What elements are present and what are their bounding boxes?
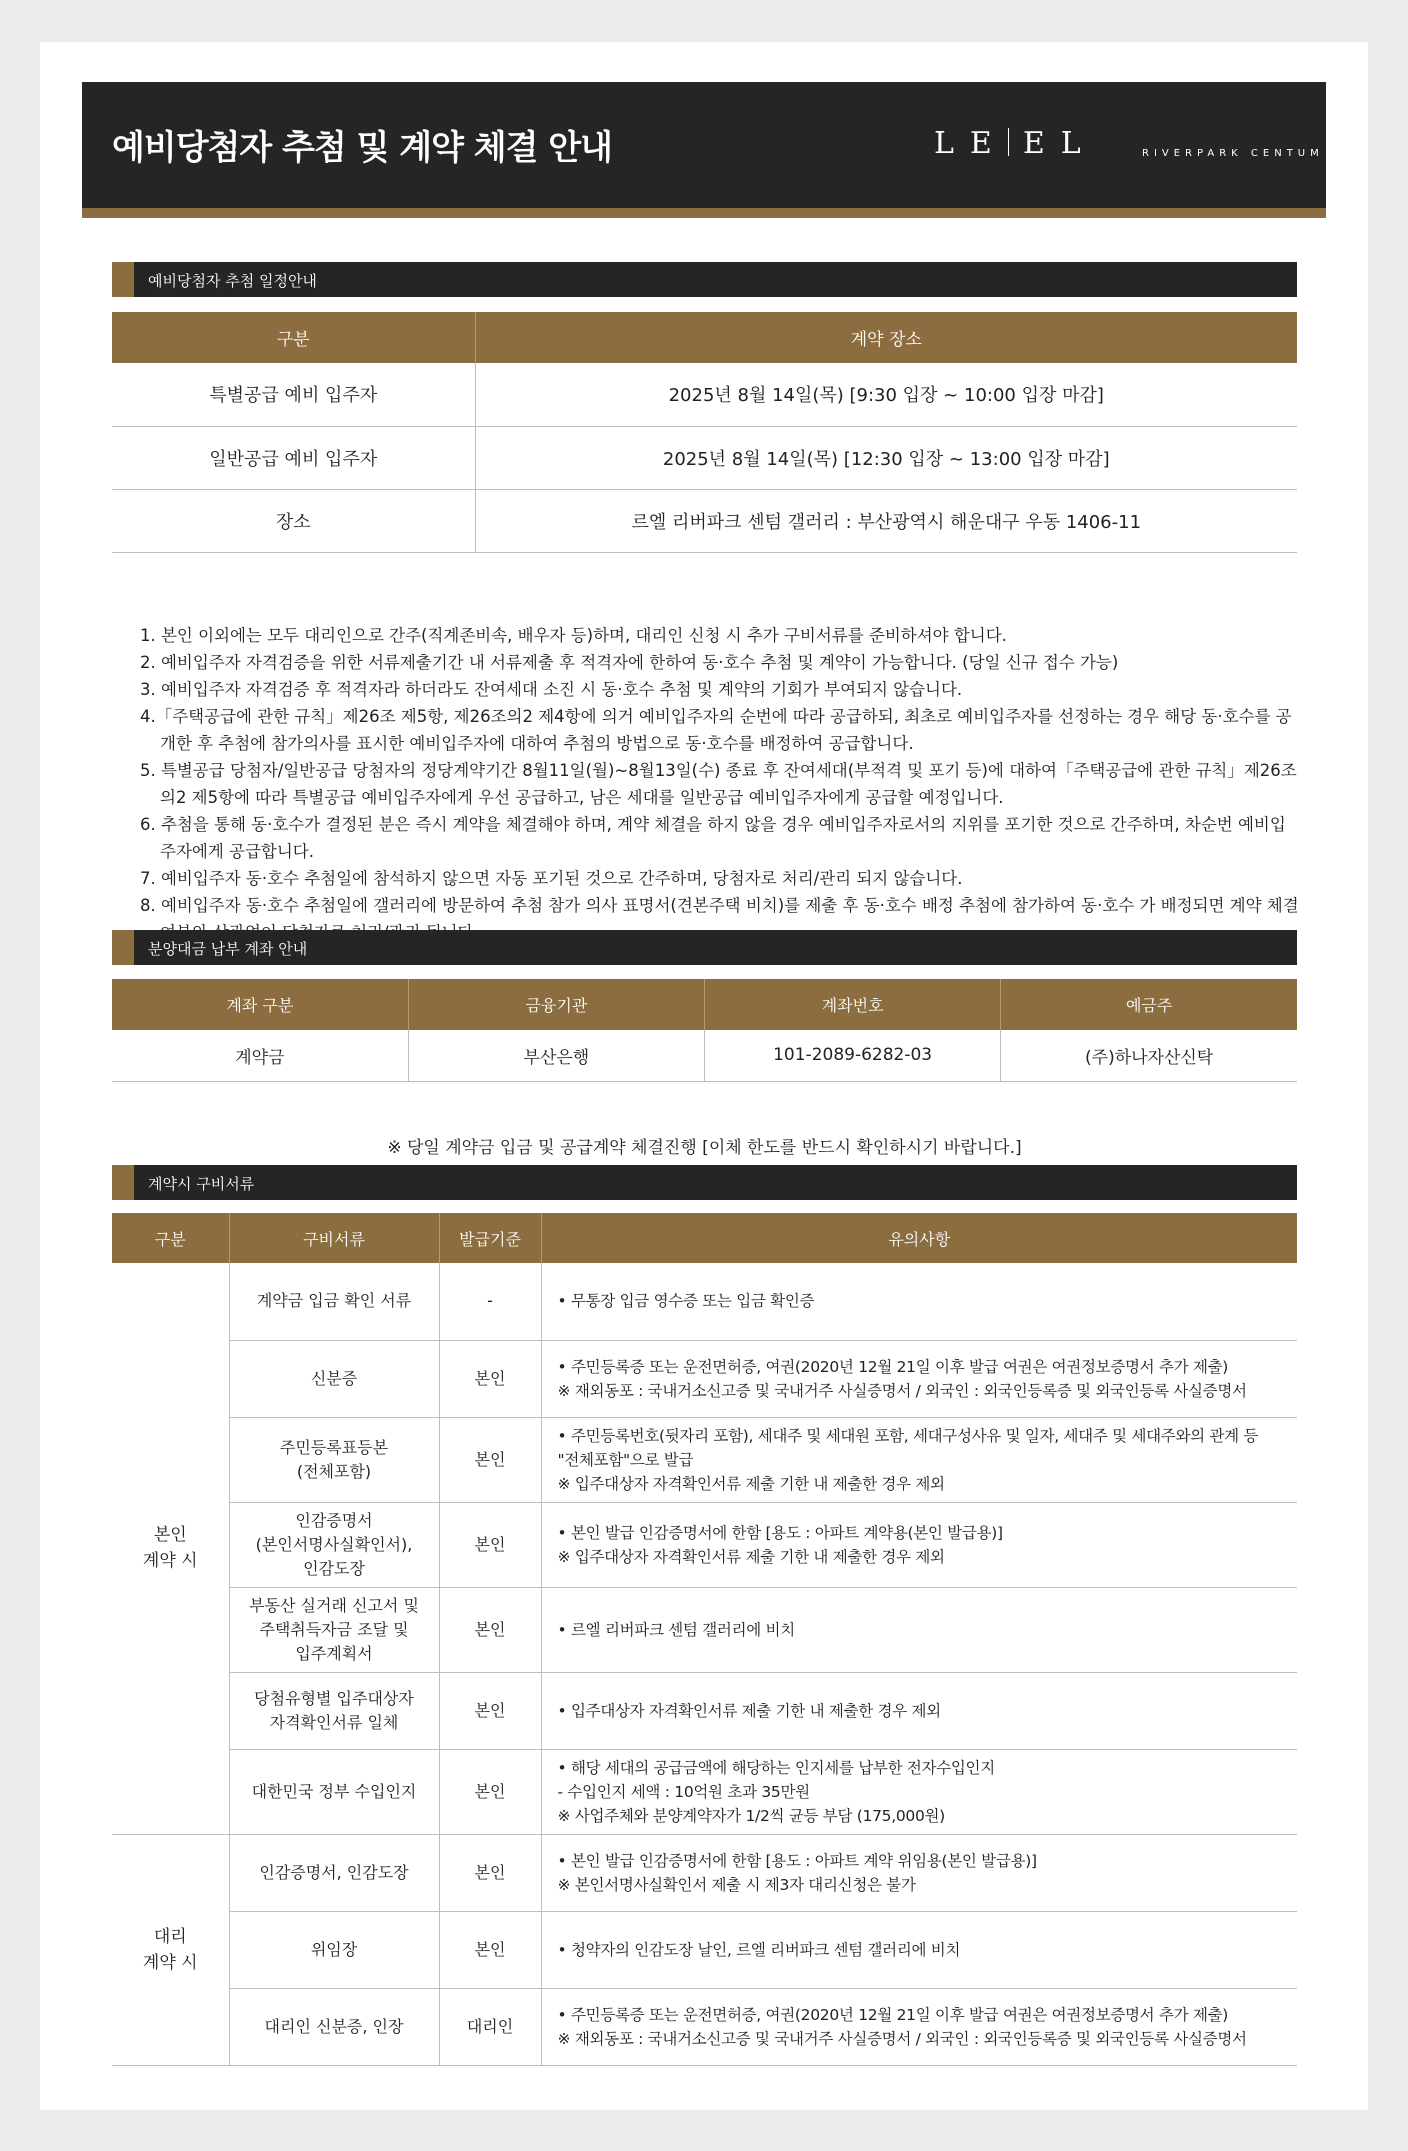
table-cell: • 본인 발급 인감증명서에 한함 [용도 : 아파트 계약용(본인 발급용)] ※ 입주대상자 자격확인서류 제출 기한 내 제출한 경우 제외 — [541, 1502, 1297, 1587]
section-header-documents — [112, 1165, 1297, 1200]
table-cell: 르엘 리버파크 센텀 갤러리 : 부산광역시 해운대구 우동 1406-11 — [475, 489, 1297, 552]
note-item: 1. 본인 이외에는 모두 대리인으로 간주(직계존비속, 배우자 등)하며, 대리인 신청 시 추가 구비서류를 준비하셔야 합니다. — [140, 626, 1007, 645]
table-row — [112, 1340, 1297, 1417]
table-cell: 계약금 — [112, 1030, 408, 1081]
table-row — [112, 1672, 1297, 1749]
table-cell: 부산은행 — [408, 1030, 704, 1081]
column-header: 구분 — [112, 312, 475, 363]
table-row — [112, 1587, 1297, 1672]
table-row — [112, 1502, 1297, 1587]
column-header: 계좌 구분 — [112, 979, 408, 1030]
logo-right: EL — [1022, 126, 1097, 161]
note-item: 5. 특별공급 당첨자/일반공급 당첨자의 정당계약기간 8월11일(월)~8월13일(수) 종료 후 잔여세대(부적격 및 포기 등)에 대하여「주택공급에 관한 규칙」제26조의2 제5항에 따라 특별공급 예비입주자에게 우선 공급하고, 남은 세대를 일반공급 예비입주자에게 공급할 예정입니다. — [140, 761, 1297, 807]
logo-subtitle: RIVERPARK CENTUM — [1142, 148, 1324, 159]
section-header-account — [112, 930, 1297, 965]
table-row — [112, 363, 1297, 426]
note-item: 3. 예비입주자 자격검증 후 적격자라 하더라도 잔여세대 소진 시 동·호수 추첨 및 계약의 기회가 부여되지 않습니다. — [140, 680, 963, 699]
notes-list — [140, 622, 1300, 946]
table-cell: • 주민등록증 또는 운전면허증, 여권(2020년 12월 21일 이후 발급 여권은 여권정보증명서 추가 제출) ※ 재외동포 : 국내거소신고증 및 국내거주 사실증명서 / 외국인 : 외국인등록증 및 외국인등록 사실증명서 — [541, 1988, 1297, 2065]
schedule-table — [112, 312, 1297, 553]
column-header: 구분 — [112, 1213, 229, 1263]
documents-table — [112, 1213, 1297, 2066]
table-cell: 2025년 8월 14일(목) [12:30 입장 ~ 13:00 입장 마감] — [475, 426, 1297, 489]
table-cell: 부동산 실거래 신고서 및 주택취득자금 조달 및 입주계획서 — [229, 1587, 439, 1672]
table-cell: • 주민등록번호(뒷자리 포함), 세대주 및 세대원 포함, 세대구성사유 및 일자, 세대주 및 세대주와의 관계 등 "전체포함"으로 발급 ※ 입주대상자 자격확인서류 제출 기한 내 제출한 경우 제외 — [541, 1417, 1297, 1502]
section-title: 분양대금 납부 계좌 안내 — [148, 940, 308, 958]
table-cell: • 무통장 입금 영수증 또는 입금 확인증 — [541, 1263, 1297, 1340]
table-cell: (주)하나자산신탁 — [1001, 1030, 1297, 1081]
page-title: 예비당첨자 추첨 및 계약 체결 안내 — [112, 128, 612, 168]
table-cell: 본인 — [439, 1672, 541, 1749]
table-cell: 위임장 — [229, 1911, 439, 1988]
table-cell: 101-2089-6282-03 — [705, 1030, 1001, 1081]
table-cell: • 해당 세대의 공급금액에 해당하는 인지세를 납부한 전자수입인지 - 수입인지 세액 : 10억원 초과 35만원 ※ 사업주체와 분양계약자가 1/2씩 균등 부담 (175,000원) — [541, 1749, 1297, 1834]
table-cell: 본인 — [439, 1911, 541, 1988]
table-cell: 대리인 신분증, 인장 — [229, 1988, 439, 2065]
table-cell: 본인 — [439, 1417, 541, 1502]
table-cell: • 본인 발급 인감증명서에 한함 [용도 : 아파트 계약 위임용(본인 발급용)] ※ 본인서명사실확인서 제출 시 제3자 대리신청은 불가 — [541, 1834, 1297, 1911]
table-row — [112, 1749, 1297, 1834]
table-cell: • 청약자의 인감도장 날인, 르엘 리버파크 센텀 갤러리에 비치 — [541, 1911, 1297, 1988]
table-cell: 2025년 8월 14일(목) [9:30 입장 ~ 10:00 입장 마감] — [475, 363, 1297, 426]
table-cell: • 르엘 리버파크 센텀 갤러리에 비치 — [541, 1587, 1297, 1672]
table-cell: 본인 — [439, 1340, 541, 1417]
table-cell: 대리인 — [439, 1988, 541, 2065]
note-item: 8. 예비입주자 동·호수 추첨일에 갤러리에 방문하여 추첨 참가 의사 표명서(견본주택 비치)를 제출 후 동·호수 배정 추첨에 참가하여 동·호수 가 배정되면 계약 체결 — [140, 896, 1299, 915]
table-row — [112, 1030, 1297, 1081]
table-cell: • 주민등록증 또는 운전면허증, 여권(2020년 12월 21일 이후 발급 여권은 여권정보증명서 추가 제출) ※ 재외동포 : 국내거소신고증 및 국내거주 사실증명서 / 외국인 : 외국인등록증 및 외국인등록 사실증명서 — [541, 1340, 1297, 1417]
table-cell: 신분증 — [229, 1340, 439, 1417]
note-item: 2. 예비입주자 자격검증을 위한 서류제출기간 내 서류제출 후 적격자에 한하여 동·호수 추첨 및 계약이 가능합니다. (당일 신규 접수 가능) — [140, 653, 1119, 672]
document-page — [40, 42, 1368, 2110]
table-cell: 당첨유형별 입주대상자 자격확인서류 일체 — [229, 1672, 439, 1749]
header-accent-bar — [82, 208, 1326, 218]
table-cell: 인감증명서 (본인서명사실확인서), 인감도장 — [229, 1502, 439, 1587]
column-header: 계좌번호 — [705, 979, 1001, 1030]
column-header: 금융기관 — [408, 979, 704, 1030]
table-cell: - — [439, 1263, 541, 1340]
table-cell: 일반공급 예비 입주자 — [112, 426, 475, 489]
table-cell: 대한민국 정부 수입인지 — [229, 1749, 439, 1834]
table-row — [112, 426, 1297, 489]
table-cell: 본인 — [439, 1749, 541, 1834]
section-header-schedule — [112, 262, 1297, 297]
table-cell: • 입주대상자 자격확인서류 제출 기한 내 제출한 경우 제외 — [541, 1672, 1297, 1749]
page-header — [82, 82, 1326, 208]
brand-logo — [934, 126, 1097, 161]
table-row — [112, 1417, 1297, 1502]
table-row — [112, 1988, 1297, 2065]
table-row — [112, 1263, 1297, 1340]
note-item: 4.「주택공급에 관한 규칙」제26조 제5항, 제26조의2 제4항에 의거 예비입주자의 순번에 따라 공급하되, 최초로 예비입주자를 선정하는 경우 해당 동·호수를 공개한 후 추첨에 참가의사를 표시한 예비입주자에 대하여 추첨의 방법으로 동·호수를 배정하여 공급합니다. — [140, 707, 1292, 753]
table-row — [112, 1834, 1297, 1911]
table-cell: 본인 — [439, 1587, 541, 1672]
note-item: 6. 추첨을 통해 동·호수가 결정된 분은 즉시 계약을 체결해야 하며, 계약 체결을 하지 않을 경우 예비입주자로서의 지위를 포기한 것으로 간주하며, 차순번 예비입주자에게 공급합니다. — [140, 815, 1286, 861]
table-cell: 인감증명서, 인감도장 — [229, 1834, 439, 1911]
table-cell: 특별공급 예비 입주자 — [112, 363, 475, 426]
table-cell: 계약금 입금 확인 서류 — [229, 1263, 439, 1340]
note-item: 7. 예비입주자 동·호수 추첨일에 참석하지 않으면 자동 포기된 것으로 간주하며, 당첨자로 처리/관리 되지 않습니다. — [140, 869, 963, 888]
column-header: 구비서류 — [229, 1213, 439, 1263]
column-header: 발급기준 — [439, 1213, 541, 1263]
table-cell: 주민등록표등본 (전체포함) — [229, 1417, 439, 1502]
section-title: 계약시 구비서류 — [148, 1175, 255, 1193]
column-header: 계약 장소 — [475, 312, 1297, 363]
logo-left: LE — [934, 126, 1008, 161]
account-note: ※ 당일 계약금 입금 및 공급계약 체결진행 [이체 한도를 반드시 확인하시기 바랍니다.] — [112, 1123, 1297, 1173]
table-row — [112, 489, 1297, 552]
account-table — [112, 979, 1297, 1082]
table-cell: 본인 — [439, 1834, 541, 1911]
section-title: 예비당첨자 추첨 일정안내 — [148, 272, 317, 290]
table-row — [112, 1911, 1297, 1988]
column-header: 예금주 — [1001, 979, 1297, 1030]
table-cell: 장소 — [112, 489, 475, 552]
group-cell: 대리 계약 시 — [112, 1834, 229, 2065]
column-header: 유의사항 — [541, 1213, 1297, 1263]
group-cell: 본인 계약 시 — [112, 1263, 229, 1834]
table-cell: 본인 — [439, 1502, 541, 1587]
